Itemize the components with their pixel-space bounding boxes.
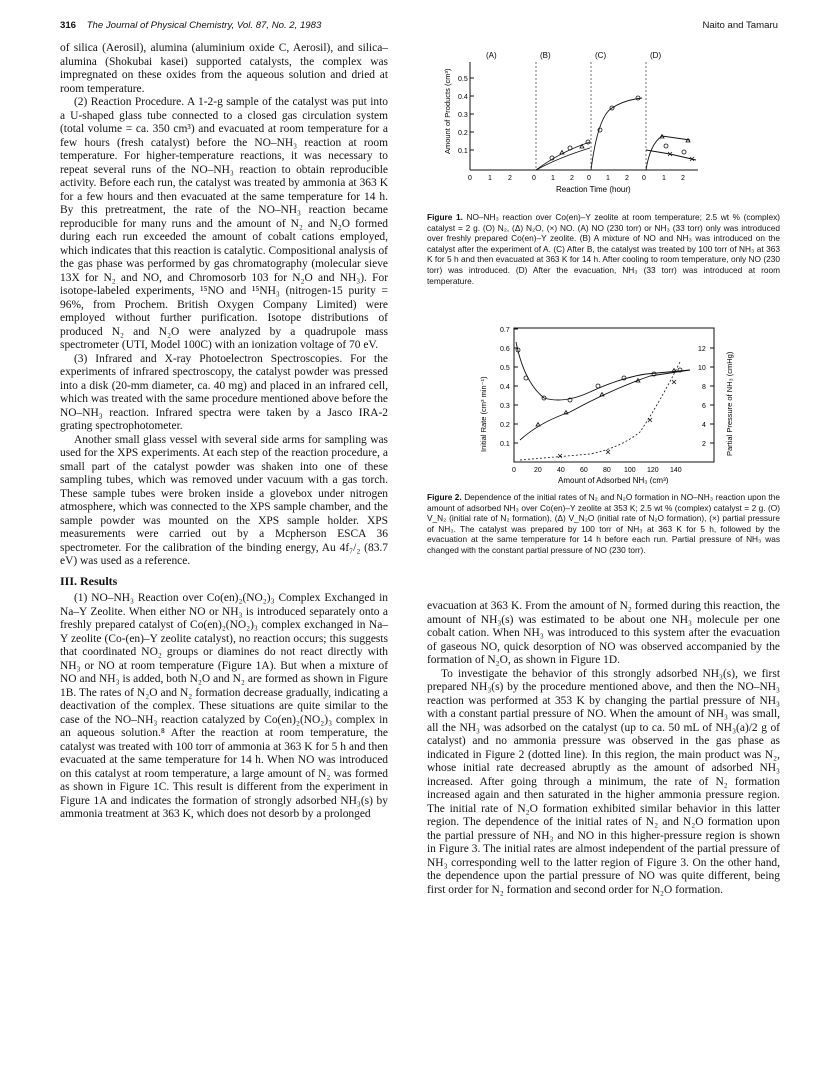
y-tick-label: 0.4 [458, 94, 468, 101]
curve-nh3-pressure [520, 362, 680, 460]
x-tick-label: 0 [587, 175, 591, 182]
x-tick-label: 1 [551, 175, 555, 182]
y-axis-label-right: Partial Pressure of NH₃ (cmHg) [725, 351, 734, 456]
panel-label: (B) [540, 51, 551, 60]
panel-label: (A) [486, 51, 497, 60]
left-column [60, 42, 388, 822]
y-tick-label: 0.2 [500, 422, 510, 429]
data-markers [516, 348, 682, 426]
paragraph: (3) Infrared and X-ray Photoelectron Spectroscopies. For the experiments of infrared spectroscopy, the catalyst powder was pressed into a disk (20-mm diameter, ca. 40 mg) and placed in an infrared cell, which was treated with the same procedure mentioned above before the NO–NH₃ reaction. Infrared spectra were taken by a Jasco IRA-2 grating spectrophotometer. [60, 352, 388, 432]
paragraph: (2) Reaction Procedure. A 1-2-g sample of the catalyst was put into a U-shaped glass tube connected to a closed gas circulation system (total volume = ca. 350 cm³) and evacuated at room temperature for a few hours (fresh catalyst) before the NO–NH₃ reaction at room temperature. For higher-temperature reactions, it was necessary to repeat several runs of the NO–NH₃ reaction to obtain reproducible activity. Before each run, the catalyst was treated by ammonia at 363 K for a few hours and then evacuated at the same temperature for 14 h. By this pretreatment, the rate of the NO–NH₃ reaction became reproducible for many runs and the amount of N₂ and N₂O formed during each run exceeded the amount of cobalt cations employed, which indicates that this reaction is catalytic. Compositional analysis of the gas phase was performed by gas chromatography (molecular sieve 13X for N₂ and NO, and Chromosorb 103 for N₂O and NH₃). For isotope-labeled experiments, ¹⁵NO and ¹⁵NH₃ (nitrogen-15 purity = 96%, from Prochem. British Oxygen Company Limited) were employed without further purification. Isotope distributions of produced N₂ and N₂O were analyzed by a quadrupole mass spectrometer (UTI, Model 100C) with an ionization voltage of 70 eV. [60, 96, 388, 351]
section-heading: III. Results [60, 573, 118, 588]
y-tick-label: 0.6 [500, 346, 510, 353]
y-axis-label: Amount of Products (cm³) [443, 68, 452, 154]
x-axis-label: Amount of Adsorbed NH₃ (cm³) [558, 476, 669, 484]
figure-1-caption [427, 212, 780, 286]
data-markers [550, 96, 690, 160]
y-tick-label: 0.1 [500, 441, 510, 448]
y-tick-label: 0.4 [500, 384, 510, 391]
y-tick-label: 0.3 [458, 112, 468, 119]
x-tick-label: 120 [647, 467, 659, 474]
figure-2 [440, 322, 780, 484]
x-tick-label: 2 [570, 175, 574, 182]
y-tick-label: 0.2 [458, 130, 468, 137]
x-tick-label: 1 [662, 175, 666, 182]
right-y-ticks [710, 348, 714, 443]
y-tick-label: 0.1 [458, 148, 468, 155]
curve-c-n2 [591, 98, 642, 170]
curve-b-n2o [536, 148, 590, 170]
y-tick-label: 0.3 [500, 403, 510, 410]
x-tick-label: 60 [580, 467, 588, 474]
right-y-tick-label: 6 [702, 403, 706, 410]
x-tick-label: 0 [512, 467, 516, 474]
right-column [427, 600, 780, 897]
right-y-tick-label: 12 [698, 346, 706, 353]
right-y-tick-label: 2 [702, 441, 706, 448]
caption-text: Dependence of the initial rates of N₂ and N₂O formation in NO–NH₃ reaction upon the amount of adsorbed NH₃ over Co(en)–Y zeolite at 353 K; 2.5 wt % (complex) catalyst = 2 g. (O) V_N₂ (initial rate of N₂ formation), (Δ) V_N₂O (initial rate of N₂O formation), (×) partial pressure of NH₃. The catalyst was prepared by 100 torr of NH₃ at 363 K for 5 h, followed by the evacuation at the same temperature for 14 h before each run. Partial pressure of NH₃ was changed with the constant partial pressure of NO (230 torr). [427, 492, 780, 555]
curve-d-n2o [646, 136, 690, 170]
curve-v-n2o [520, 370, 690, 440]
x-tick-label: 0 [642, 175, 646, 182]
page-number: 316 [60, 20, 77, 31]
x-tick-label: 0 [532, 175, 536, 182]
figure-2-caption [427, 492, 780, 556]
right-y-tick-label: 8 [702, 384, 706, 391]
panel-label: (C) [595, 51, 607, 60]
paragraph: (1) NO–NH₃ Reaction over Co(en)₂(NO₂)₃ Complex Exchanged in Na–Y Zeolite. When either NO or NH₃ is introduced separately onto a freshly prepared catalyst of Co(en)₂(NO₂)₃ complex exchanged in Na–Y zeolite (Co-(en)–Y zeolite catalyst), no reaction occurs; this suggests that coordinated NO₂ groups or diamines do not react directly with NH₃ or NO at room temperature (Figure 1A). But when a mixture of NO and NH₃ is added, both N₂O and N₂ are formed as shown in Figure 1B. The rates of N₂O and N₂ formation decrease gradually, indicating a deactivation of the complex. These situations are quite similar to the case of the NO–NH₃ reaction catalyzed by Co(en)₂(NO₂)₃ complex in an aqueous solution.⁸ After the reaction at room temperature, the catalyst was treated with 100 torr of ammonia at 363 K for 5 h and then evacuated at the same temperature for 14 h. When NO was introduced on this catalyst at room temperature, a large amount of N₂ was formed as shown in Figure 1C. This result is different from the experiment in Figure 1A and indicates the formation of strongly adsorbed NH₃(s) by ammonia treatment at 363 K, which does not desorb by a prolonged [60, 592, 388, 820]
right-y-tick-label: 10 [698, 365, 706, 372]
x-tick-label: 1 [488, 175, 492, 182]
figure-2-plot [440, 322, 780, 484]
panel-label: (D) [650, 51, 662, 60]
curve-v-n2 [516, 342, 690, 400]
y-tick-label: 0.5 [458, 76, 468, 83]
x-tick-label: 2 [508, 175, 512, 182]
x-tick-label: 80 [603, 467, 611, 474]
paragraph: of silica (Aerosil), alumina (aluminium oxide C, Aerosil), and silica–alumina (Shokubai kasei) supported catalysts, the complex was impregnated on these oxides from the aqueous solution and dried at room temperature. [60, 42, 388, 95]
y-tick-label: 0.7 [500, 327, 510, 334]
caption-label: Figure 2. [427, 492, 462, 502]
x-axis-label: Reaction Time (hour) [556, 185, 631, 194]
journal-citation: The Journal of Physical Chemistry, Vol. 87, No. 2, 1983 [86, 20, 322, 31]
caption-text: NO–NH₃ reaction over Co(en)–Y zeolite at room temperature; 2.5 wt % (complex) catalyst = 2 g. (O) N₂, (Δ) N₂O, (×) NO. (A) NO (230 torr) or NH₃ (33 torr) only was introduced over freshly prepared Co(en)–Y zeolite. (B) A mixture of NO and NH₃ was introduced on the catalyst after the experiment of A. (C) After B, the catalyst was treated by 100 torr of NH₃ at 363 K for 5 h and then evacuated at 363 K for 14 h. After cooling to room temperature, only NO (230 torr) was introduced. (D) After the evacuation, NH₃ (33 torr) was introduced at room temperature. [427, 212, 780, 286]
x-tick-label: 20 [534, 467, 542, 474]
figure-1-plot [440, 44, 780, 196]
cross-markers [558, 380, 676, 458]
plot-frame [514, 328, 714, 462]
paragraph: To investigate the behavior of this strongly adsorbed NH₃(s), we first prepared NH₃(s) by the procedure mentioned above, and then the NO–NH₃ reaction was performed at 353 K by changing the partial pressure of NH₃ with a constant partial pressure of NO. When the amount of NH₃ was small, all the NH₃ was adsorbed on the catalyst (up to ca. 50 mL of NH₃(a)/2 g of catalyst) and no ammonia pressure was observed in the gas phase as indicated in Figure 2 (dotted line). In this region, the main product was N₂, whose initial rate decreased abruptly as the amount of adsorbed NH₃ increased. After going through a minimum, the rate of N₂ formation increased again and then saturated in the higher ammonia pressure region. The initial rate of N₂O formation exhibited similar behavior in this latter region. The dependence of the initial rates of N₂ and N₂O formation upon the partial pressure of NH₃ and NO in this higher-pressure region is shown in Figure 3. The initial rates are almost independent of the partial pressure of NH₃ corresponding well to the latter region of Figure 3. On the other hand, the dependence upon the partial pressure of NO was quite different, being first order for N₂ formation and second order for N₂O formation. [427, 667, 780, 896]
y-ticks [470, 78, 474, 150]
running-authors: Naito and Tamaru [702, 20, 778, 31]
x-tick-label: 0 [468, 175, 472, 182]
x-tick-label: 140 [670, 467, 682, 474]
paragraph: Another small glass vessel with several side arms for sampling was used for the XPS experiments. At each step of the reaction procedure, a small part of the catalyst powder was shaken into one of these sampling tubes, which was removed under vacuum with a gas torch. These sample tubes were broken inside a glovebox under nitrogen atmosphere, which was connected to the XPS sample chamber, and the sample powder was mounted on the XPS sample holder. XPS measurements were carried out by a Mcpherson ESCA 36 spectrometer. For the calibration of the binding energy, Au 4f₇/₂ (83.7 eV) was used as a reference. [60, 433, 388, 567]
y-tick-label: 0.5 [500, 365, 510, 372]
paragraph: evacuation at 363 K. From the amount of N₂ formed during this reaction, the amount of NH₃(s) was estimated to be about one NH₃ molecule per one cobalt cation. When NH₃ was introduced to this system after the evacuation of gaseous NO, quick desorption of NO was observed accompanied by the formation of N₂O, as shown in Figure 1D. [427, 600, 780, 666]
figure-1 [440, 44, 780, 196]
caption-label: Figure 1. [427, 212, 463, 222]
y-axis-label-left: Initial Rate (cm³ min⁻¹) [479, 376, 488, 452]
x-tick-label: 2 [681, 175, 685, 182]
right-y-tick-label: 4 [702, 422, 706, 429]
x-tick-label: 2 [625, 175, 629, 182]
x-tick-label: 40 [557, 467, 565, 474]
x-tick-label: 1 [606, 175, 610, 182]
left-y-ticks [514, 329, 518, 443]
page-header [60, 20, 778, 36]
x-tick-label: 100 [624, 467, 636, 474]
